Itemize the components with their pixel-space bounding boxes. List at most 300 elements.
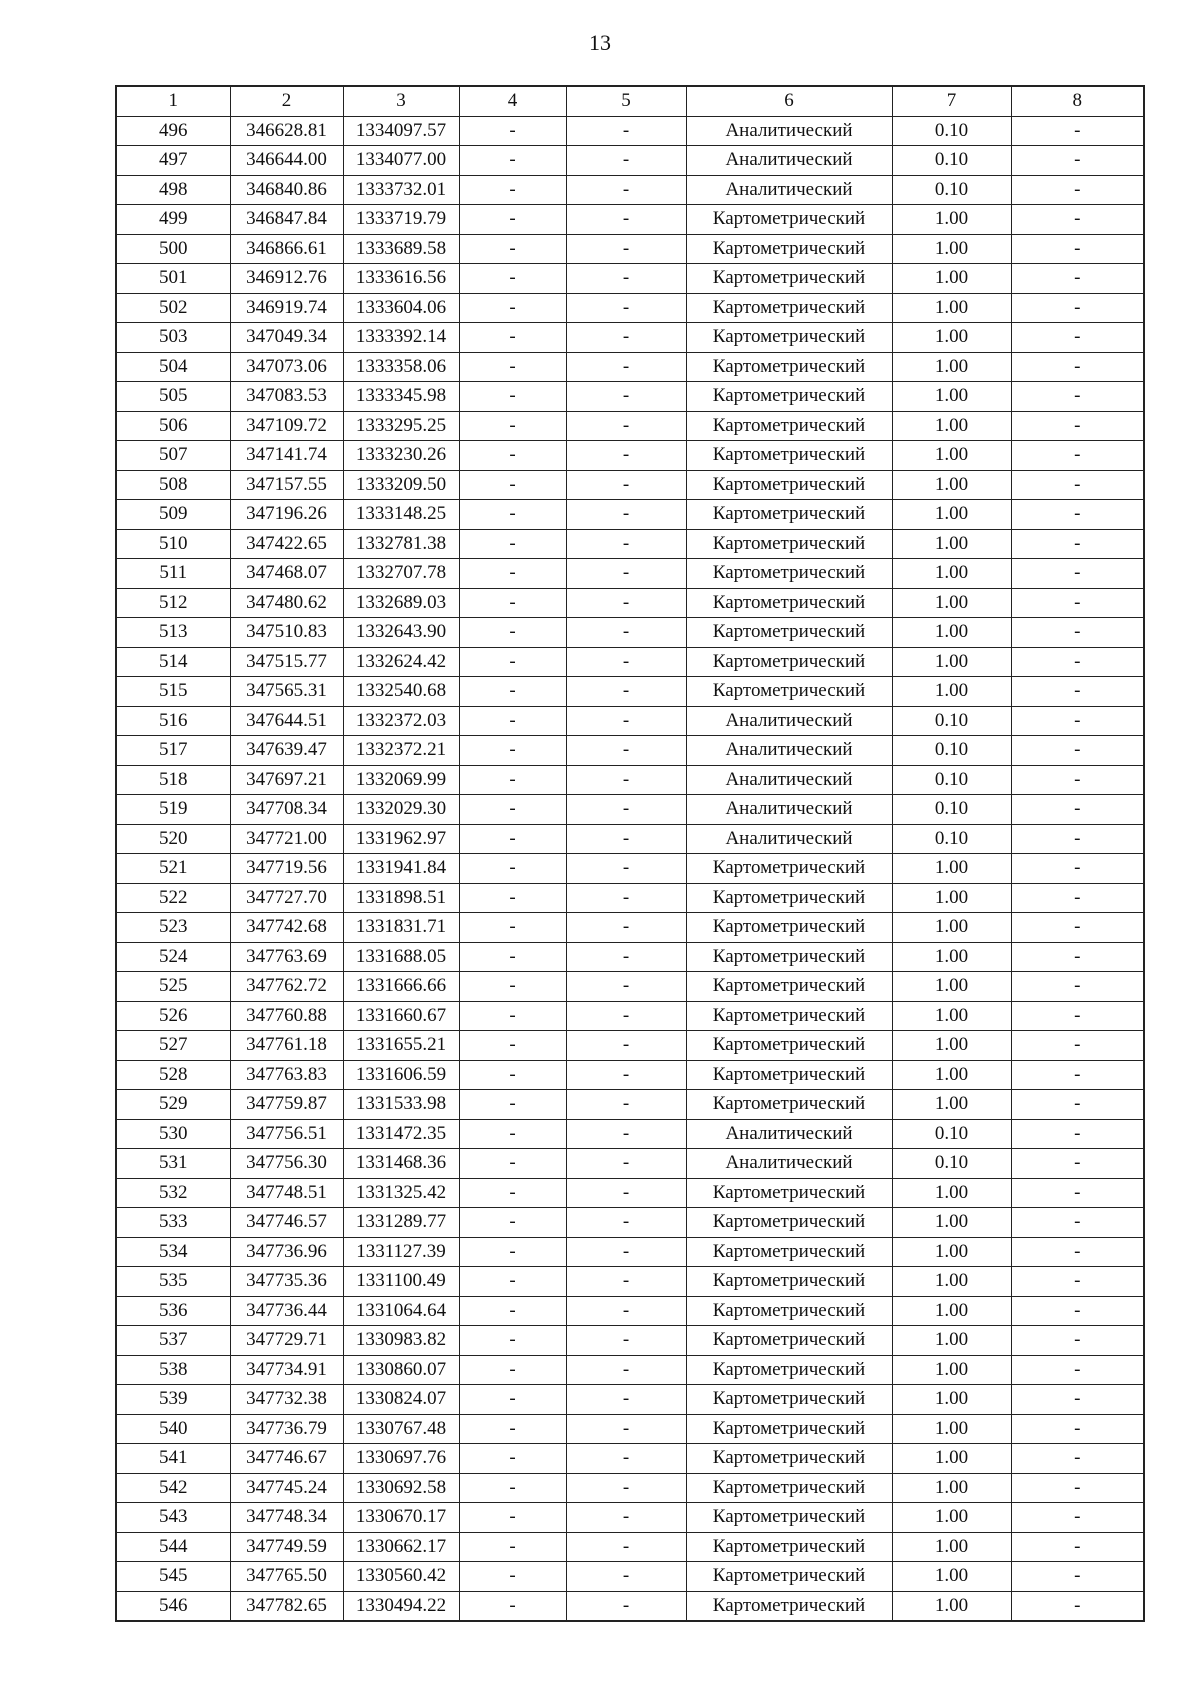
table-row (116, 1444, 1144, 1474)
table-cell: 1.00 (892, 205, 1011, 235)
table-cell: - (1011, 618, 1144, 648)
table-cell: Картометрический (686, 1385, 892, 1415)
table-cell: 1331325.42 (343, 1178, 459, 1208)
table-cell: Картометрический (686, 1562, 892, 1592)
table-cell: - (566, 1355, 686, 1385)
table-cell: 497 (116, 146, 230, 176)
table-cell: 1333358.06 (343, 352, 459, 382)
table-cell: - (1011, 854, 1144, 884)
table-cell: - (1011, 1090, 1144, 1120)
table-row (116, 854, 1144, 884)
table-cell: 1.00 (892, 352, 1011, 382)
table-cell: - (1011, 883, 1144, 913)
table-row (116, 736, 1144, 766)
table-cell: Картометрический (686, 1267, 892, 1297)
table-cell: 1331533.98 (343, 1090, 459, 1120)
table-cell: 347746.67 (230, 1444, 343, 1474)
table-cell: 527 (116, 1031, 230, 1061)
table-row (116, 234, 1144, 264)
table-row (116, 1208, 1144, 1238)
table-cell: Картометрический (686, 1473, 892, 1503)
table-cell: - (1011, 1031, 1144, 1061)
table-cell: Картометрический (686, 1326, 892, 1356)
table-cell: Аналитический (686, 795, 892, 825)
table-cell: 1.00 (892, 1503, 1011, 1533)
table-cell: Картометрический (686, 1060, 892, 1090)
table-cell: - (459, 382, 566, 412)
table-cell: - (459, 618, 566, 648)
table-cell: 1331660.67 (343, 1001, 459, 1031)
table-cell: 1333148.25 (343, 500, 459, 530)
table-cell: 537 (116, 1326, 230, 1356)
table-cell: 0.10 (892, 706, 1011, 736)
table-cell: 347735.36 (230, 1267, 343, 1297)
table-row (116, 1414, 1144, 1444)
table-cell: Аналитический (686, 175, 892, 205)
table-cell: 1332643.90 (343, 618, 459, 648)
table-cell: Картометрический (686, 1237, 892, 1267)
table-cell: 526 (116, 1001, 230, 1031)
table-cell: - (1011, 1385, 1144, 1415)
table-cell: 1330692.58 (343, 1473, 459, 1503)
table-cell: Картометрический (686, 352, 892, 382)
table-row (116, 1237, 1144, 1267)
table-cell: - (459, 1178, 566, 1208)
table-cell: - (566, 1473, 686, 1503)
table-cell: - (566, 677, 686, 707)
table-cell: 347734.91 (230, 1355, 343, 1385)
table-cell: - (459, 323, 566, 353)
table-cell: 347510.83 (230, 618, 343, 648)
table-cell: 506 (116, 411, 230, 441)
table-cell: - (566, 942, 686, 972)
table-row (116, 706, 1144, 736)
table-row (116, 1355, 1144, 1385)
table-cell: 1334077.00 (343, 146, 459, 176)
table-cell: 515 (116, 677, 230, 707)
table-cell: 1331898.51 (343, 883, 459, 913)
table-cell: - (1011, 441, 1144, 471)
table-cell: 510 (116, 529, 230, 559)
table-cell: 525 (116, 972, 230, 1002)
table-cell: 347763.83 (230, 1060, 343, 1090)
table-cell: 1.00 (892, 1532, 1011, 1562)
table-cell: Картометрический (686, 883, 892, 913)
table-row (116, 1591, 1144, 1621)
table-cell: 530 (116, 1119, 230, 1149)
table-cell: 1333604.06 (343, 293, 459, 323)
table-cell: 505 (116, 382, 230, 412)
table-cell: 1.00 (892, 470, 1011, 500)
table-cell: - (1011, 972, 1144, 1002)
table-cell: 1.00 (892, 411, 1011, 441)
table-cell: 347422.65 (230, 529, 343, 559)
table-cell: - (566, 1326, 686, 1356)
table-cell: 511 (116, 559, 230, 589)
table-cell: 519 (116, 795, 230, 825)
column-header: 4 (459, 86, 566, 116)
coordinates-table (115, 85, 1145, 1622)
table-row (116, 972, 1144, 1002)
table-cell: - (566, 500, 686, 530)
table-row (116, 1473, 1144, 1503)
table-cell: - (1011, 1562, 1144, 1592)
table-cell: 347736.96 (230, 1237, 343, 1267)
table-cell: 496 (116, 116, 230, 146)
table-cell: 347639.47 (230, 736, 343, 766)
table-row (116, 500, 1144, 530)
column-header: 7 (892, 86, 1011, 116)
table-cell: - (1011, 736, 1144, 766)
table-cell: 1330983.82 (343, 1326, 459, 1356)
table-cell: 1.00 (892, 913, 1011, 943)
table-cell: - (566, 352, 686, 382)
table-cell: - (459, 1208, 566, 1238)
table-cell: 522 (116, 883, 230, 913)
table-cell: - (1011, 1326, 1144, 1356)
column-header: 3 (343, 86, 459, 116)
table-cell: 509 (116, 500, 230, 530)
table-cell: 0.10 (892, 1119, 1011, 1149)
table-cell: 1334097.57 (343, 116, 459, 146)
table-cell: - (459, 1296, 566, 1326)
table-cell: 0.10 (892, 824, 1011, 854)
table-cell: 1333392.14 (343, 323, 459, 353)
table-cell: - (459, 146, 566, 176)
table-cell: 533 (116, 1208, 230, 1238)
table-cell: Картометрический (686, 1090, 892, 1120)
table-cell: - (459, 883, 566, 913)
table-cell: 1.00 (892, 1060, 1011, 1090)
table-cell: - (566, 411, 686, 441)
table-cell: - (1011, 942, 1144, 972)
table-cell: - (566, 1237, 686, 1267)
table-cell: 1.00 (892, 1237, 1011, 1267)
table-cell: 1.00 (892, 529, 1011, 559)
table-cell: - (1011, 1296, 1144, 1326)
table-cell: 1.00 (892, 1090, 1011, 1120)
table-cell: - (1011, 1532, 1144, 1562)
table-cell: 346866.61 (230, 234, 343, 264)
table-cell: - (566, 647, 686, 677)
table-cell: 498 (116, 175, 230, 205)
table-cell: - (1011, 1355, 1144, 1385)
table-cell: - (459, 972, 566, 1002)
table-cell: - (459, 647, 566, 677)
table-row (116, 883, 1144, 913)
table-cell: 347749.59 (230, 1532, 343, 1562)
table-cell: - (1011, 293, 1144, 323)
table-cell: - (1011, 1178, 1144, 1208)
table-cell: - (1011, 500, 1144, 530)
table-cell: - (459, 1414, 566, 1444)
table-cell: - (566, 1591, 686, 1621)
table-cell: 1.00 (892, 323, 1011, 353)
table-cell: 1331666.66 (343, 972, 459, 1002)
table-cell: Картометрический (686, 264, 892, 294)
table-cell: - (566, 1385, 686, 1415)
table-cell: 1.00 (892, 647, 1011, 677)
table-cell: 500 (116, 234, 230, 264)
table-cell: Картометрический (686, 382, 892, 412)
column-header: 1 (116, 86, 230, 116)
table-cell: - (566, 854, 686, 884)
table-cell: 1333719.79 (343, 205, 459, 235)
table-cell: 0.10 (892, 146, 1011, 176)
table-row (116, 264, 1144, 294)
table-cell: - (1011, 1444, 1144, 1474)
table-cell: 1333689.58 (343, 234, 459, 264)
table-cell: - (459, 1119, 566, 1149)
table-cell: - (566, 175, 686, 205)
table-cell: - (566, 146, 686, 176)
table-row (116, 1385, 1144, 1415)
table-cell: 1332029.30 (343, 795, 459, 825)
table-cell: 347763.69 (230, 942, 343, 972)
table-cell: Картометрический (686, 293, 892, 323)
table-cell: 514 (116, 647, 230, 677)
table-cell: 1.00 (892, 500, 1011, 530)
table-cell: - (566, 1119, 686, 1149)
table-cell: 536 (116, 1296, 230, 1326)
table-cell: - (459, 411, 566, 441)
table-cell: 1331100.49 (343, 1267, 459, 1297)
table-row (116, 1267, 1144, 1297)
table-cell: - (566, 618, 686, 648)
table-cell: 1.00 (892, 1296, 1011, 1326)
table-cell: 1.00 (892, 854, 1011, 884)
table-cell: - (1011, 677, 1144, 707)
table-cell: Картометрический (686, 1296, 892, 1326)
table-cell: Картометрический (686, 234, 892, 264)
table-cell: - (566, 913, 686, 943)
table-cell: - (566, 795, 686, 825)
table-cell: 1.00 (892, 293, 1011, 323)
table-row (116, 175, 1144, 205)
table-cell: - (566, 1444, 686, 1474)
table-cell: 347746.57 (230, 1208, 343, 1238)
table-cell: 542 (116, 1473, 230, 1503)
table-cell: - (566, 1090, 686, 1120)
table-cell: Картометрический (686, 441, 892, 471)
table-cell: 1331468.36 (343, 1149, 459, 1179)
table-row (116, 1119, 1144, 1149)
table-cell: 347756.30 (230, 1149, 343, 1179)
table-cell: Картометрический (686, 205, 892, 235)
table-cell: - (459, 913, 566, 943)
table-cell: 1.00 (892, 1444, 1011, 1474)
table-cell: Картометрический (686, 1208, 892, 1238)
table-cell: 347762.72 (230, 972, 343, 1002)
table-cell: 516 (116, 706, 230, 736)
table-cell: 347468.07 (230, 559, 343, 589)
table-cell: 523 (116, 913, 230, 943)
table-cell: - (1011, 1149, 1144, 1179)
table-row (116, 1326, 1144, 1356)
table-cell: 1331064.64 (343, 1296, 459, 1326)
table-cell: - (1011, 559, 1144, 589)
table-cell: - (566, 264, 686, 294)
table-cell: 1330860.07 (343, 1355, 459, 1385)
table-cell: 347748.34 (230, 1503, 343, 1533)
table-cell: Аналитический (686, 824, 892, 854)
table-cell: 518 (116, 765, 230, 795)
table-cell: 346644.00 (230, 146, 343, 176)
table-cell: 1.00 (892, 1414, 1011, 1444)
table-cell: 543 (116, 1503, 230, 1533)
table-cell: 347697.21 (230, 765, 343, 795)
table-row (116, 1090, 1144, 1120)
table-cell: - (1011, 264, 1144, 294)
table-cell: 347745.24 (230, 1473, 343, 1503)
table-cell: 347760.88 (230, 1001, 343, 1031)
table-cell: - (1011, 824, 1144, 854)
table-cell: 346912.76 (230, 264, 343, 294)
header-row (116, 86, 1144, 116)
table-cell: - (1011, 175, 1144, 205)
table-cell: - (459, 1237, 566, 1267)
table-cell: Аналитический (686, 706, 892, 736)
table-cell: 1332069.99 (343, 765, 459, 795)
table-cell: - (459, 854, 566, 884)
table-cell: - (459, 1355, 566, 1385)
table-cell: 347109.72 (230, 411, 343, 441)
table-cell: 1.00 (892, 588, 1011, 618)
table-cell: Картометрический (686, 411, 892, 441)
table-cell: - (459, 441, 566, 471)
table-cell: - (566, 1001, 686, 1031)
table-cell: 1332624.42 (343, 647, 459, 677)
table-cell: 531 (116, 1149, 230, 1179)
table-cell: 541 (116, 1444, 230, 1474)
table-cell: 1331606.59 (343, 1060, 459, 1090)
table-cell: 503 (116, 323, 230, 353)
table-cell: 0.10 (892, 116, 1011, 146)
table-cell: - (566, 1267, 686, 1297)
table-cell: 1.00 (892, 1591, 1011, 1621)
table-cell: - (566, 1562, 686, 1592)
table-cell: - (459, 1503, 566, 1533)
column-header: 5 (566, 86, 686, 116)
table-cell: - (566, 1532, 686, 1562)
table-cell: Аналитический (686, 116, 892, 146)
table-cell: - (459, 588, 566, 618)
table-cell: - (566, 293, 686, 323)
table-cell: - (459, 677, 566, 707)
table-cell: 1.00 (892, 677, 1011, 707)
table-cell: 1.00 (892, 1208, 1011, 1238)
table-cell: 1.00 (892, 942, 1011, 972)
table-cell: Картометрический (686, 1178, 892, 1208)
table-cell: 347719.56 (230, 854, 343, 884)
table-cell: 346847.84 (230, 205, 343, 235)
table-cell: 544 (116, 1532, 230, 1562)
table-cell: 347083.53 (230, 382, 343, 412)
table-cell: 1332707.78 (343, 559, 459, 589)
table-cell: - (1011, 470, 1144, 500)
table-cell: 346919.74 (230, 293, 343, 323)
table-cell: - (566, 1414, 686, 1444)
table-cell: 347732.38 (230, 1385, 343, 1415)
table-cell: Аналитический (686, 736, 892, 766)
table-cell: - (459, 1591, 566, 1621)
table-cell: 1330697.76 (343, 1444, 459, 1474)
table-cell: Аналитический (686, 1149, 892, 1179)
table-row (116, 411, 1144, 441)
table-cell: - (566, 323, 686, 353)
table-cell: 1333209.50 (343, 470, 459, 500)
table-cell: 346840.86 (230, 175, 343, 205)
table-cell: - (1011, 795, 1144, 825)
table-cell: Картометрический (686, 1591, 892, 1621)
table-row (116, 559, 1144, 589)
table-cell: 347765.50 (230, 1562, 343, 1592)
table-cell: Картометрический (686, 500, 892, 530)
table-row (116, 765, 1144, 795)
table-cell: 1330494.22 (343, 1591, 459, 1621)
table-cell: - (566, 1149, 686, 1179)
table-cell: 0.10 (892, 175, 1011, 205)
table-row (116, 1149, 1144, 1179)
table-row (116, 588, 1144, 618)
table-cell: 517 (116, 736, 230, 766)
table-cell: 520 (116, 824, 230, 854)
table-cell: - (459, 1001, 566, 1031)
table-cell: 1.00 (892, 1562, 1011, 1592)
table-cell: Картометрический (686, 1503, 892, 1533)
table-cell: - (566, 765, 686, 795)
table-cell: - (566, 972, 686, 1002)
table-cell: - (566, 1296, 686, 1326)
table-cell: 1330662.17 (343, 1532, 459, 1562)
table-cell: - (459, 824, 566, 854)
table-cell: 347748.51 (230, 1178, 343, 1208)
table-cell: 346628.81 (230, 116, 343, 146)
table-cell: Картометрический (686, 323, 892, 353)
table-cell: - (1011, 1237, 1144, 1267)
table-cell: - (1011, 1267, 1144, 1297)
table-cell: 1333345.98 (343, 382, 459, 412)
table-cell: Картометрический (686, 972, 892, 1002)
table-cell: 501 (116, 264, 230, 294)
table-cell: 529 (116, 1090, 230, 1120)
table-cell: - (459, 116, 566, 146)
table-cell: 347157.55 (230, 470, 343, 500)
table-cell: 534 (116, 1237, 230, 1267)
table-cell: 1.00 (892, 1001, 1011, 1031)
table-cell: 347141.74 (230, 441, 343, 471)
table-cell: 1332540.68 (343, 677, 459, 707)
table-cell: - (459, 1090, 566, 1120)
table-row (116, 323, 1144, 353)
table-cell: 347708.34 (230, 795, 343, 825)
table-cell: - (566, 116, 686, 146)
table-cell: Картометрический (686, 618, 892, 648)
table-cell: 347736.79 (230, 1414, 343, 1444)
table-row (116, 618, 1144, 648)
table-cell: 1.00 (892, 1473, 1011, 1503)
table-cell: - (1011, 1001, 1144, 1031)
table-cell: 524 (116, 942, 230, 972)
table-cell: 347736.44 (230, 1296, 343, 1326)
page-number: 13 (589, 30, 611, 55)
table-row (116, 1060, 1144, 1090)
table-cell: 1.00 (892, 382, 1011, 412)
table-cell: 347727.70 (230, 883, 343, 913)
table-cell: Картометрический (686, 1414, 892, 1444)
table-cell: 1.00 (892, 1355, 1011, 1385)
table-cell: - (459, 765, 566, 795)
